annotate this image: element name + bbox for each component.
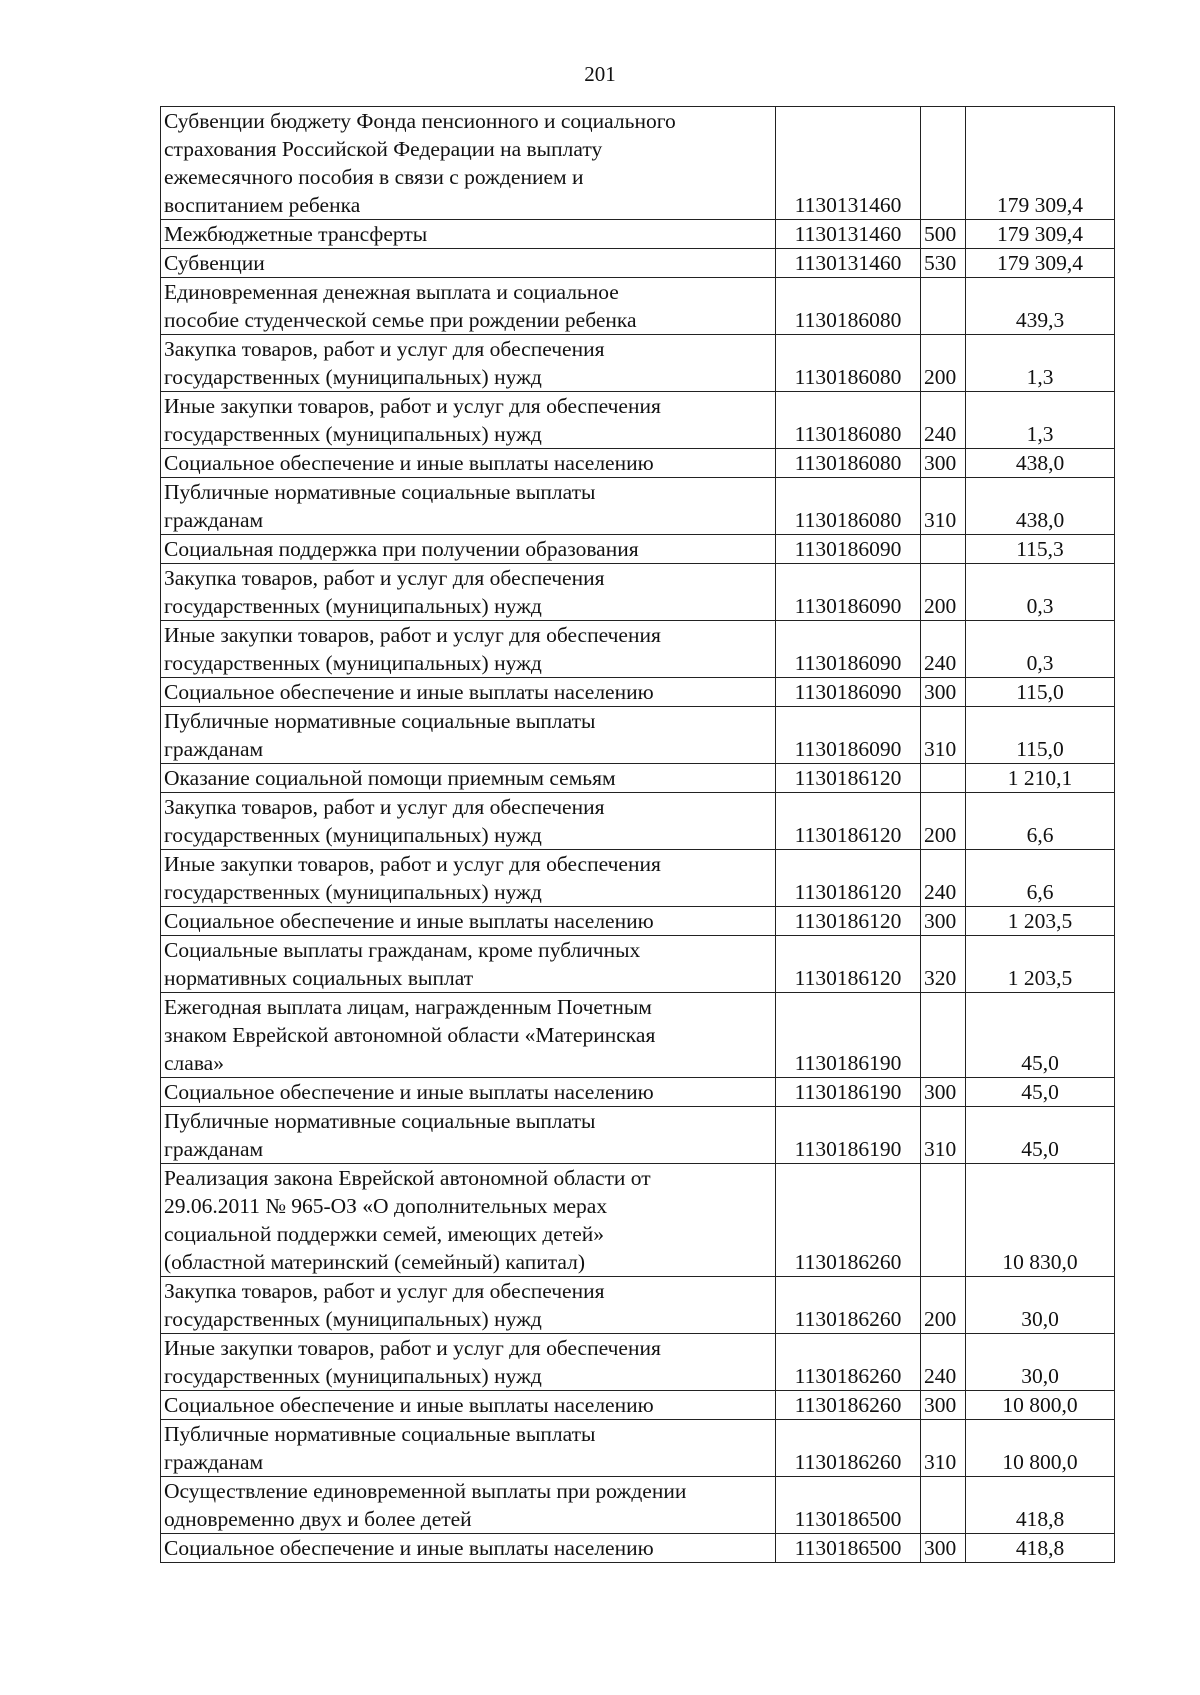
row-code-cell: 1130186090: [776, 535, 921, 564]
row-name-cell: Единовременная денежная выплата и социальное пособие студенческой семье при рождении ребенка: [161, 278, 776, 335]
row-type-cell: [921, 1164, 966, 1277]
page-number: 201: [584, 62, 616, 86]
row-name-cell: Социальное обеспечение и иные выплаты населению: [161, 907, 776, 936]
table-row: [161, 249, 1115, 278]
table-row: [161, 793, 1115, 850]
row-name-cell: Субвенции: [161, 249, 776, 278]
row-type-cell: 200: [921, 564, 966, 621]
row-name-cell: Закупка товаров, работ и услуг для обеспечения государственных (муниципальных) нужд: [161, 793, 776, 850]
row-type-cell: 240: [921, 621, 966, 678]
row-sum-cell: 0,3: [966, 564, 1115, 621]
row-type-cell: 310: [921, 1420, 966, 1477]
table-row: [161, 220, 1115, 249]
row-code-cell: 1130186260: [776, 1164, 921, 1277]
row-name-cell: Осуществление единовременной выплаты при рождении одновременно двух и более детей: [161, 1477, 776, 1534]
row-name-cell: Оказание социальной помощи приемным семьям: [161, 764, 776, 793]
row-code-cell: 1130186080: [776, 478, 921, 535]
row-sum-cell: 1,3: [966, 392, 1115, 449]
table-row: [161, 850, 1115, 907]
row-name-cell: Социальное обеспечение и иные выплаты населению: [161, 678, 776, 707]
row-code-cell: 1130186120: [776, 793, 921, 850]
row-type-cell: 300: [921, 1534, 966, 1563]
row-sum-cell: 115,0: [966, 707, 1115, 764]
row-name-cell: Социальное обеспечение и иные выплаты населению: [161, 1391, 776, 1420]
row-code-cell: 1130131460: [776, 249, 921, 278]
row-sum-cell: 1 203,5: [966, 907, 1115, 936]
row-sum-cell: 10 800,0: [966, 1391, 1115, 1420]
row-name-cell: Иные закупки товаров, работ и услуг для обеспечения государственных (муниципальных) нужд: [161, 621, 776, 678]
budget-table-body: [161, 107, 1115, 1563]
table-row: [161, 764, 1115, 793]
row-type-cell: 240: [921, 1334, 966, 1391]
table-row: [161, 936, 1115, 993]
row-name-cell: Социальная поддержка при получении образования: [161, 535, 776, 564]
row-code-cell: 1130186500: [776, 1477, 921, 1534]
table-row: [161, 478, 1115, 535]
row-code-cell: 1130186090: [776, 707, 921, 764]
table-row: [161, 1164, 1115, 1277]
row-sum-cell: 418,8: [966, 1477, 1115, 1534]
row-code-cell: 1130186260: [776, 1334, 921, 1391]
row-code-cell: 1130131460: [776, 107, 921, 220]
row-name-cell: Иные закупки товаров, работ и услуг для обеспечения государственных (муниципальных) нужд: [161, 850, 776, 907]
table-row: [161, 1277, 1115, 1334]
row-type-cell: 310: [921, 478, 966, 535]
table-row: [161, 1420, 1115, 1477]
row-code-cell: 1130186120: [776, 850, 921, 907]
table-row: [161, 621, 1115, 678]
table-row: [161, 678, 1115, 707]
row-sum-cell: 10 830,0: [966, 1164, 1115, 1277]
row-type-cell: 500: [921, 220, 966, 249]
row-type-cell: [921, 993, 966, 1078]
row-name-cell: Иные закупки товаров, работ и услуг для обеспечения государственных (муниципальных) нужд: [161, 392, 776, 449]
row-name-cell: Социальное обеспечение и иные выплаты населению: [161, 449, 776, 478]
row-name-cell: Публичные нормативные социальные выплаты гражданам: [161, 707, 776, 764]
row-code-cell: 1130186260: [776, 1391, 921, 1420]
table-row: [161, 1391, 1115, 1420]
table-row: [161, 1078, 1115, 1107]
row-code-cell: 1130186090: [776, 621, 921, 678]
row-name-cell: Социальные выплаты гражданам, кроме публичных нормативных социальных выплат: [161, 936, 776, 993]
row-sum-cell: 10 800,0: [966, 1420, 1115, 1477]
table-row: [161, 564, 1115, 621]
row-type-cell: 310: [921, 1107, 966, 1164]
row-type-cell: 300: [921, 1391, 966, 1420]
row-name-cell: Закупка товаров, работ и услуг для обеспечения государственных (муниципальных) нужд: [161, 335, 776, 392]
table-row: [161, 335, 1115, 392]
row-code-cell: 1130131460: [776, 220, 921, 249]
row-code-cell: 1130186260: [776, 1420, 921, 1477]
row-type-cell: [921, 535, 966, 564]
table-row: [161, 278, 1115, 335]
row-sum-cell: 45,0: [966, 1078, 1115, 1107]
row-name-cell: Субвенции бюджету Фонда пенсионного и социального страхования Российской Федерации на выплату ежемесячного пособия в связи с рождением и воспитанием ребенка: [161, 107, 776, 220]
row-code-cell: 1130186080: [776, 278, 921, 335]
row-sum-cell: 30,0: [966, 1334, 1115, 1391]
table-row: [161, 707, 1115, 764]
row-sum-cell: 438,0: [966, 449, 1115, 478]
row-name-cell: Реализация закона Еврейской автономной области от 29.06.2011 № 965-ОЗ «О дополнительных мерах социальной поддержки семей, имеющих детей» (областной материнский (семейный) капитал): [161, 1164, 776, 1277]
row-code-cell: 1130186080: [776, 449, 921, 478]
table-row: [161, 1477, 1115, 1534]
row-code-cell: 1130186080: [776, 392, 921, 449]
row-type-cell: 530: [921, 249, 966, 278]
budget-table: [160, 106, 1115, 1563]
row-type-cell: 200: [921, 335, 966, 392]
row-sum-cell: 30,0: [966, 1277, 1115, 1334]
row-type-cell: [921, 764, 966, 793]
row-type-cell: [921, 278, 966, 335]
row-name-cell: Публичные нормативные социальные выплаты гражданам: [161, 1107, 776, 1164]
table-row: [161, 392, 1115, 449]
row-code-cell: 1130186120: [776, 907, 921, 936]
row-sum-cell: 115,0: [966, 678, 1115, 707]
row-code-cell: 1130186500: [776, 1534, 921, 1563]
row-sum-cell: 179 309,4: [966, 107, 1115, 220]
row-code-cell: 1130186120: [776, 936, 921, 993]
row-name-cell: Закупка товаров, работ и услуг для обеспечения государственных (муниципальных) нужд: [161, 564, 776, 621]
row-code-cell: 1130186190: [776, 1078, 921, 1107]
row-sum-cell: 45,0: [966, 1107, 1115, 1164]
row-name-cell: Иные закупки товаров, работ и услуг для обеспечения государственных (муниципальных) нужд: [161, 1334, 776, 1391]
row-code-cell: 1130186190: [776, 993, 921, 1078]
row-code-cell: 1130186090: [776, 678, 921, 707]
table-row: [161, 449, 1115, 478]
table-row: [161, 107, 1115, 220]
row-type-cell: 300: [921, 678, 966, 707]
row-sum-cell: 45,0: [966, 993, 1115, 1078]
row-type-cell: 300: [921, 907, 966, 936]
row-type-cell: [921, 107, 966, 220]
row-type-cell: 300: [921, 1078, 966, 1107]
table-row: [161, 1334, 1115, 1391]
row-code-cell: 1130186120: [776, 764, 921, 793]
row-type-cell: 240: [921, 850, 966, 907]
table-row: [161, 1534, 1115, 1563]
row-sum-cell: 0,3: [966, 621, 1115, 678]
row-code-cell: 1130186260: [776, 1277, 921, 1334]
table-row: [161, 993, 1115, 1078]
row-type-cell: 310: [921, 707, 966, 764]
row-code-cell: 1130186080: [776, 335, 921, 392]
row-name-cell: Социальное обеспечение и иные выплаты населению: [161, 1078, 776, 1107]
row-type-cell: 200: [921, 1277, 966, 1334]
table-row: [161, 1107, 1115, 1164]
row-name-cell: Публичные нормативные социальные выплаты гражданам: [161, 478, 776, 535]
table-row: [161, 535, 1115, 564]
row-type-cell: 300: [921, 449, 966, 478]
row-sum-cell: 1 203,5: [966, 936, 1115, 993]
row-sum-cell: 439,3: [966, 278, 1115, 335]
table-row: [161, 907, 1115, 936]
row-sum-cell: 6,6: [966, 850, 1115, 907]
row-sum-cell: 179 309,4: [966, 220, 1115, 249]
row-name-cell: Закупка товаров, работ и услуг для обеспечения государственных (муниципальных) нужд: [161, 1277, 776, 1334]
row-sum-cell: 438,0: [966, 478, 1115, 535]
row-type-cell: [921, 1477, 966, 1534]
row-type-cell: 320: [921, 936, 966, 993]
row-name-cell: Межбюджетные трансферты: [161, 220, 776, 249]
row-type-cell: 200: [921, 793, 966, 850]
row-name-cell: Ежегодная выплата лицам, награжденным Почетным знаком Еврейской автономной области «Материнская слава»: [161, 993, 776, 1078]
row-sum-cell: 179 309,4: [966, 249, 1115, 278]
row-type-cell: 240: [921, 392, 966, 449]
row-name-cell: Социальное обеспечение и иные выплаты населению: [161, 1534, 776, 1563]
row-sum-cell: 1,3: [966, 335, 1115, 392]
row-code-cell: 1130186190: [776, 1107, 921, 1164]
row-sum-cell: 1 210,1: [966, 764, 1115, 793]
row-sum-cell: 6,6: [966, 793, 1115, 850]
row-name-cell: Публичные нормативные социальные выплаты гражданам: [161, 1420, 776, 1477]
row-sum-cell: 418,8: [966, 1534, 1115, 1563]
row-sum-cell: 115,3: [966, 535, 1115, 564]
row-code-cell: 1130186090: [776, 564, 921, 621]
